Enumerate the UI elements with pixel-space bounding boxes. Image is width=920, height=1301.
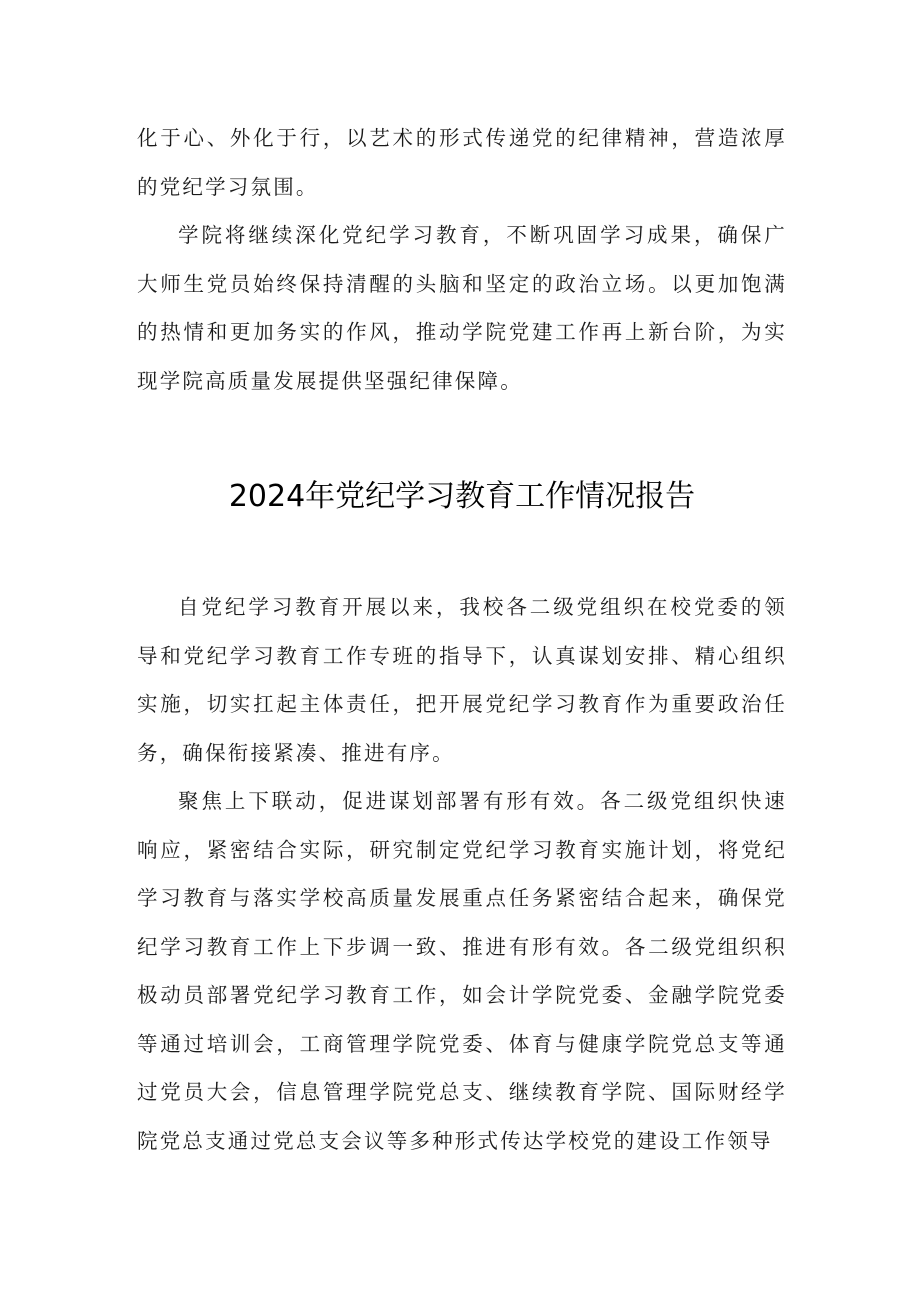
document-content: [137, 114, 787, 1165]
report-body: [137, 583, 787, 1165]
body-paragraph-1: 自党纪学习教育开展以来，我校各二级党组织在校党委的领导和党纪学习教育工作专班的指导下，认真谋划安排、精心组织实施，切实扛起主体责任，把开展党纪学习教育作为重要政治任务，确保衔接紧凑、推进有序。: [137, 595, 787, 765]
report-title: 2024年党纪学习教育工作情况报告: [228, 479, 696, 514]
intro-paragraph-1: 化于心、外化于行，以艺术的形式传递党的纪律精神，营造浓厚的党纪学习氛围。: [137, 126, 787, 199]
body-paragraph-2: 聚焦上下联动，促进谋划部署有形有效。各二级党组织快速响应，紧密结合实际，研究制定党纪学习教育实施计划，将党纪学习教育与落实学校高质量发展重点任务紧密结合起来，确保党纪学习教育工作上下步调一致、推进有形有效。各二级党组织积极动员部署党纪学习教育工作，如会计学院党委、金融学院党委等通过培训会，工商管理学院党委、体育与健康学院党总支等通过党员大会，信息管理学院党总支、继续教育学院、国际财经学院党总支通过党总支会议等多种形式传达学校党的建设工作领导: [137, 789, 787, 1153]
intro-paragraph-2: 学院将继续深化党纪学习教育，不断巩固学习成果，确保广大师生党员始终保持清醒的头脑和坚定的政治立场。以更加饱满的热情和更加务实的作风，推动学院党建工作再上新台阶，为实现学院高质量发展提供坚强纪律保障。: [137, 223, 787, 393]
